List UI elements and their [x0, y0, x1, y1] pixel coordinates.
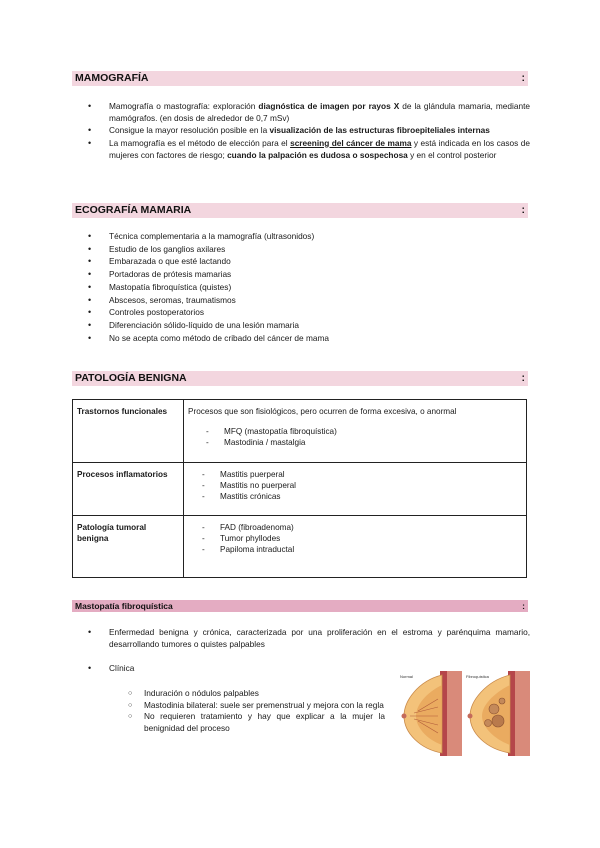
breast-comparison-illustration [398, 671, 530, 756]
list-item: • Controles postoperatorios [88, 306, 530, 318]
nipple-fibrocystic [468, 714, 473, 719]
section-header-mamografia [72, 71, 528, 86]
table-cell-label: Procesos inflamatorios [73, 463, 184, 516]
table-row [73, 516, 527, 578]
nipple-normal [402, 714, 407, 719]
list-item: • Enfermedad benigna y crónica, caracterizada por una proliferación en el estroma y parénquima mamario, desarrollando tumores o quistes palpables [88, 626, 530, 650]
chest-wall [514, 671, 530, 756]
list-item: - MFQ (mastopatía fibroquística) [206, 426, 522, 437]
list-item: • Técnica complementaria a la mamografía (ultrasonidos) [88, 230, 530, 242]
screening-highlight: screening del cáncer de mama [290, 137, 412, 148]
list-item: ○ No requieren tratamiento y hay que explicar a la mujer la benignidad del proceso [128, 711, 385, 734]
list-item: • Estudio de los ganglios axilares [88, 243, 530, 255]
list-item: • Clínica [88, 662, 388, 674]
mastopatia-list [88, 626, 530, 650]
ecografia-list [88, 230, 530, 344]
section-colon: : [521, 204, 525, 216]
table-cell-content [184, 463, 527, 516]
dash-list [202, 469, 522, 502]
list-item: - Mastitis no puerperal [202, 480, 522, 491]
cyst [499, 698, 505, 704]
list-item: • Portadoras de prótesis mamarias [88, 268, 530, 280]
section-title: PATOLOGÍA BENIGNA [75, 372, 187, 384]
section-header-patologia [72, 371, 528, 386]
list-item: - Tumor phyllodes [202, 533, 522, 544]
table-cell-label: Patología tumoral benigna [73, 516, 184, 578]
section-colon: : [522, 601, 525, 611]
section-header-mastopatia [72, 600, 528, 612]
table-row [73, 463, 527, 516]
list-item: • Embarazada o que esté lactando [88, 255, 530, 267]
panel-label-normal: Normal [400, 674, 413, 679]
list-item: - Mastodinia / mastalgia [206, 437, 522, 448]
table-row [73, 400, 527, 463]
list-item: ○ Mastodinia bilateral: suele ser premenstrual y mejora con la regla [128, 700, 385, 712]
table-cell-content [184, 400, 527, 463]
clinica-sublist [128, 688, 385, 734]
list-item: - FAD (fibroadenoma) [202, 522, 522, 533]
cyst [485, 720, 492, 727]
list-item: • La mamografía es el método de elección para el screening del cáncer de mama y está indicada en los casos de mujeres con factores de riesgo; cuando la palpación es dudosa o sospechosa y en el control posterior [88, 137, 530, 161]
section-title: Mastopatía fibroquística [75, 601, 173, 611]
list-item: - Papiloma intraductal [202, 544, 522, 555]
section-header-ecografia [72, 203, 528, 218]
cyst [489, 704, 499, 714]
list-item: • Abscesos, seromas, traumatismos [88, 294, 530, 306]
list-item: ○ Induración o nódulos palpables [128, 688, 385, 700]
section-title: MAMOGRAFÍA [75, 72, 149, 84]
table-cell-content [184, 516, 527, 578]
list-item: • Diferenciación sólido-líquido de una lesión mamaria [88, 319, 530, 331]
table-cell-label: Trastornos funcionales [73, 400, 184, 463]
list-item: - Mastitis puerperal [202, 469, 522, 480]
list-item: • Mamografía o mastografía: exploración diagnóstica de imagen por rayos X de la glándula mamaria, mediante mamógrafos. (en dosis de alrededor de 0,7 mSv) [88, 100, 530, 124]
mamografia-list [88, 100, 530, 161]
list-item: • No se acepta como método de cribado del cáncer de mama [88, 332, 530, 344]
section-colon: : [521, 72, 525, 84]
patologia-table [72, 399, 527, 578]
section-colon: : [521, 372, 525, 384]
mastopatia-clinica-list [88, 662, 388, 674]
list-item: • Mastopatía fibroquística (quistes) [88, 281, 530, 293]
list-item: - Mastitis crónicas [202, 491, 522, 502]
table-cell-intro: Procesos que son fisiológicos, pero ocurren de forma excesiva, o anormal [188, 407, 457, 416]
panel-label-fibrocystic: Fibroquística [466, 674, 489, 679]
list-item: • Consigue la mayor resolución posible en la visualización de las estructuras fibroepiteliales internas [88, 124, 530, 136]
dash-list [202, 522, 522, 555]
chest-wall [446, 671, 462, 756]
dash-list [206, 426, 522, 448]
section-title: ECOGRAFÍA MAMARIA [75, 204, 192, 216]
cyst [492, 715, 504, 727]
